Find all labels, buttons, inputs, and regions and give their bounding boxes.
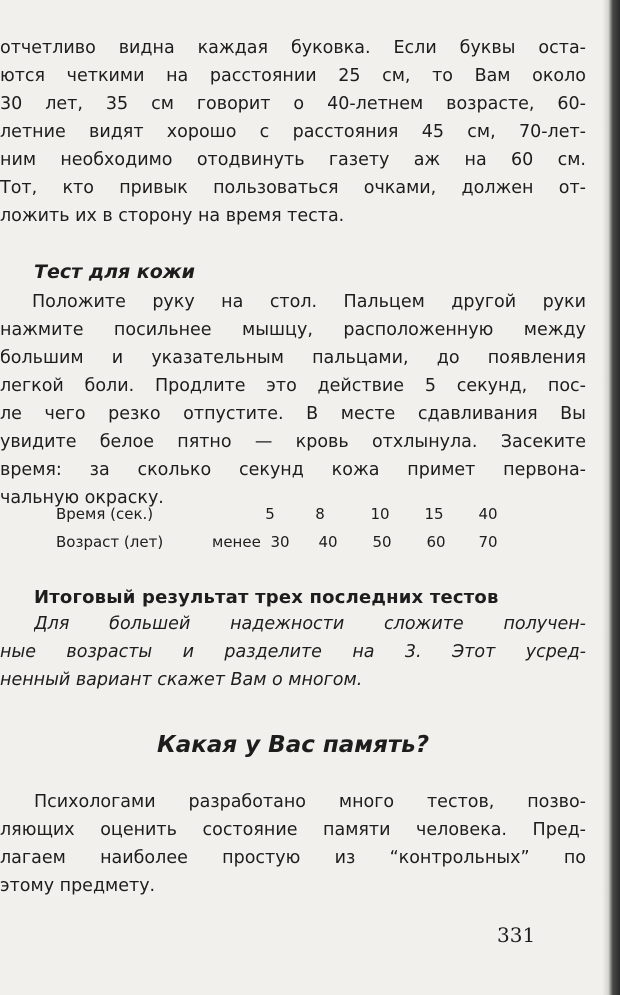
table-row xyxy=(0,528,580,556)
table-cell: 15 xyxy=(424,505,444,523)
table-cell: 50 xyxy=(372,533,392,551)
summary-line: ненный вариант скажет Вам о многом. xyxy=(0,670,363,690)
paragraph-line: ются четкими на расстоянии 25 см, то Вам около xyxy=(0,66,586,86)
paragraph-line: отчетливо видна каждая буковка. Если буквы оста- xyxy=(0,38,586,58)
summary-line: Для большей надежности сложите получен- xyxy=(34,614,586,634)
paragraph-line: Тот, кто привык пользоваться очками, должен от- xyxy=(0,178,586,198)
paragraph-line: ним необходимо отодвинуть газету аж на 60 см. xyxy=(0,150,586,170)
paragraph-line: летние видят хорошо с расстояния 45 см, 70-лет- xyxy=(0,122,586,142)
paragraph-line: нажмите посильнее мышцу, расположенную между xyxy=(0,320,586,340)
memory-section-title: Какая у Вас память? xyxy=(156,732,430,758)
table-cell: 8 xyxy=(315,505,325,523)
paragraph-line: этому предмету. xyxy=(0,876,156,896)
paragraph-line: Психологами разработано много тестов, позво- xyxy=(34,792,586,812)
skin-test-heading: Тест для кожи xyxy=(34,261,195,283)
table-cell: 70 xyxy=(478,533,498,551)
paragraph-line: ляющих оценить состояние памяти человека. Пред- xyxy=(0,820,586,840)
page-number: 331 xyxy=(497,923,536,947)
table-cell: 60 xyxy=(426,533,446,551)
table-row xyxy=(0,500,580,528)
paragraph-line: большим и указательным пальцами, до появления xyxy=(0,348,586,368)
summary-line: ные возрасты и разделите на 3. Этот усред- xyxy=(0,642,586,662)
paragraph-line: время: за сколько секунд кожа примет первона- xyxy=(0,460,586,480)
paragraph-line: легкой боли. Продлите это действие 5 секунд, пос- xyxy=(0,376,586,396)
summary-heading: Итоговый результат трех последних тестов xyxy=(34,587,499,608)
table-row-label: Возраст (лет) xyxy=(56,533,164,551)
table-row-label: Время (сек.) xyxy=(56,505,154,523)
paragraph-line: лагаем наиболее простую из “контрольных” по xyxy=(0,848,586,868)
paragraph-line: Положите руку на стол. Пальцем другой руки xyxy=(32,292,586,312)
paragraph-line: увидите белое пятно — кровь отхлынула. Засеките xyxy=(0,432,586,452)
table-cell: 5 xyxy=(265,505,275,523)
table-cell: 40 xyxy=(478,505,498,523)
table-cell: 10 xyxy=(370,505,390,523)
paragraph-line: 30 лет, 35 см говорит о 40-летнем возрасте, 60- xyxy=(0,94,586,114)
table-row-prefix: менее xyxy=(212,533,261,551)
paragraph-line: ложить их в сторону на время теста. xyxy=(0,206,345,226)
paragraph-line: чальную окраску. xyxy=(0,488,164,508)
table-cell: 30 xyxy=(270,533,290,551)
book-spine-shadow xyxy=(602,0,620,995)
table-cell: 40 xyxy=(318,533,338,551)
paragraph-line: ле чего резко отпустите. В месте сдавливания Вы xyxy=(0,404,586,424)
